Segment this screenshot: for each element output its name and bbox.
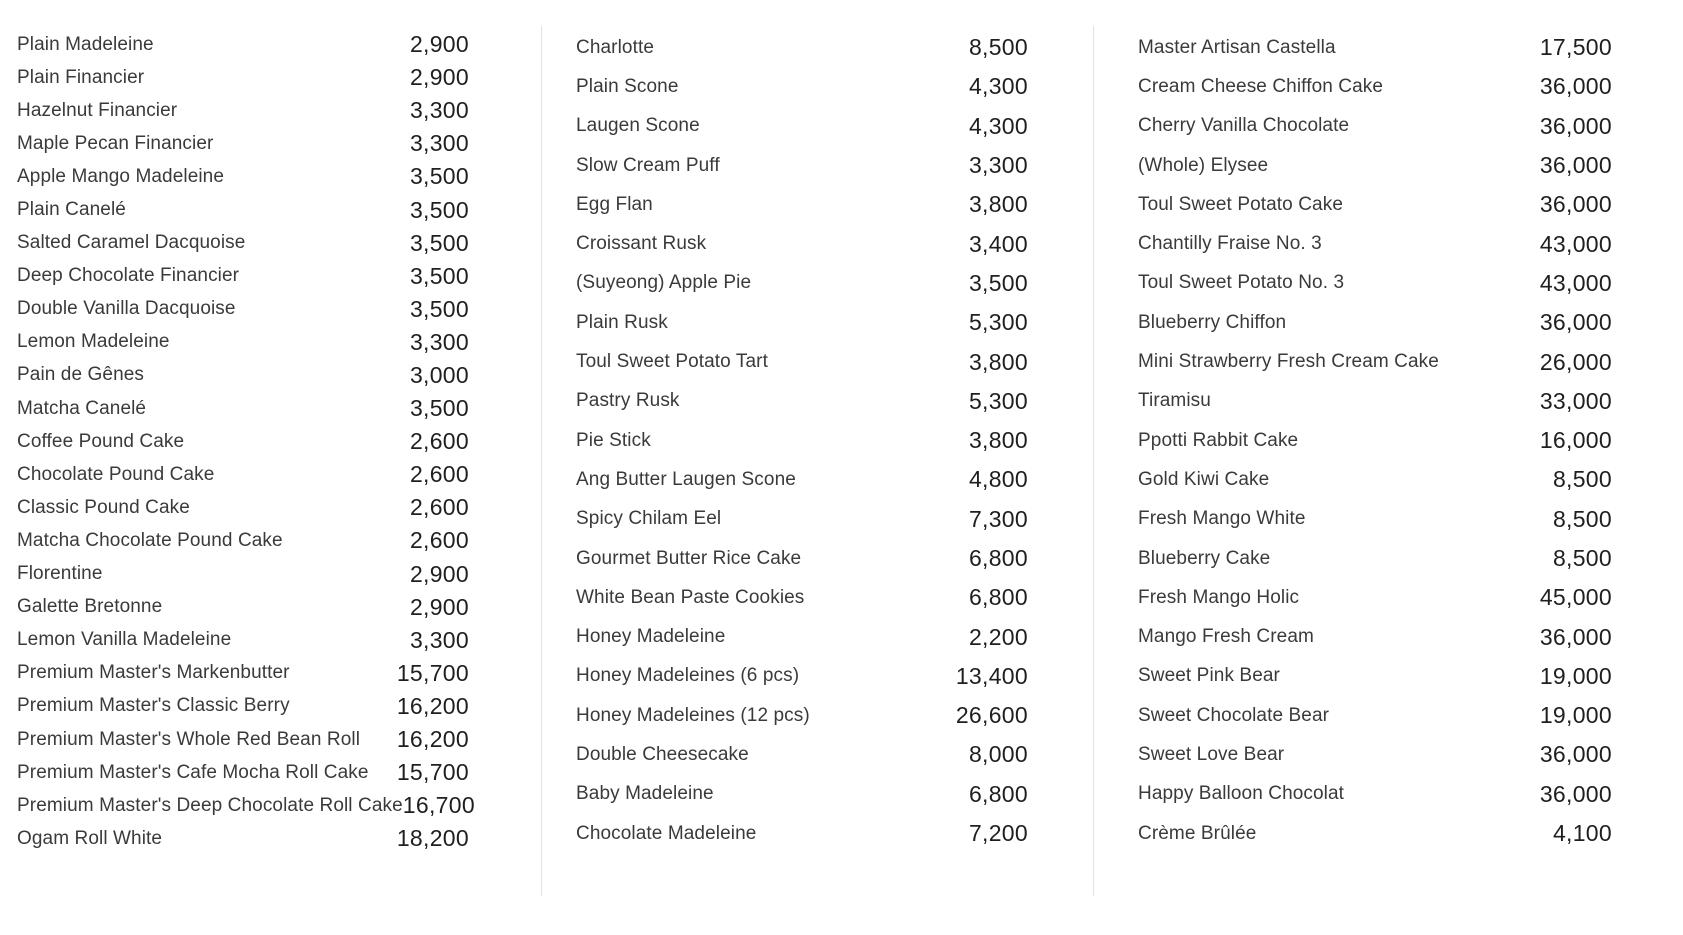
menu-item bbox=[576, 185, 1028, 224]
item-name: Matcha Canelé bbox=[17, 397, 147, 419]
item-price: 15,700 bbox=[396, 759, 469, 786]
menu-item bbox=[576, 303, 1028, 342]
menu-item bbox=[1138, 185, 1612, 224]
item-name: Coffee Pound Cake bbox=[17, 430, 185, 452]
menu-item bbox=[17, 326, 469, 359]
menu-item bbox=[576, 539, 1028, 578]
item-price: 4,300 bbox=[968, 73, 1028, 100]
menu-item bbox=[1138, 539, 1612, 578]
menu-column-1 bbox=[17, 28, 475, 855]
item-name: Galette Bretonne bbox=[17, 596, 163, 618]
menu-item bbox=[1138, 696, 1612, 735]
menu-item bbox=[576, 28, 1028, 67]
item-price: 3,400 bbox=[968, 230, 1028, 257]
item-price: 2,200 bbox=[968, 623, 1028, 650]
item-price: 8,500 bbox=[1552, 545, 1612, 571]
item-name: Deep Chocolate Financier bbox=[17, 265, 240, 287]
item-name: Ppotti Rabbit Cake bbox=[1138, 429, 1299, 451]
item-name: Plain Financier bbox=[17, 66, 145, 88]
item-name: Gourmet Butter Rice Cake bbox=[576, 547, 802, 569]
item-price: 8,500 bbox=[968, 34, 1028, 61]
menu-item bbox=[1138, 264, 1612, 303]
menu-item bbox=[17, 359, 469, 392]
menu-item bbox=[17, 657, 469, 690]
menu-item bbox=[1138, 107, 1612, 146]
item-name: Plain Rusk bbox=[576, 311, 668, 333]
item-name: Happy Balloon Chocolat bbox=[1138, 783, 1345, 805]
item-name: Slow Cream Puff bbox=[576, 154, 720, 176]
item-price: 6,800 bbox=[968, 545, 1028, 571]
item-price: 36,000 bbox=[1539, 73, 1612, 100]
item-price: 36,000 bbox=[1539, 191, 1612, 218]
item-price: 3,500 bbox=[409, 295, 469, 322]
item-name: Toul Sweet Potato No. 3 bbox=[1138, 272, 1345, 294]
item-name: Mini Strawberry Fresh Cream Cake bbox=[1138, 351, 1439, 373]
menu-item bbox=[1138, 28, 1612, 67]
item-name: Mango Fresh Cream bbox=[1138, 626, 1314, 648]
item-price: 3,300 bbox=[409, 97, 469, 124]
item-name: Double Cheesecake bbox=[576, 743, 749, 765]
item-price: 8,500 bbox=[1552, 466, 1612, 493]
item-price: 6,800 bbox=[968, 780, 1028, 807]
menu-item bbox=[576, 146, 1028, 185]
item-name: Honey Madeleine bbox=[576, 626, 726, 648]
item-name: Cream Cheese Chiffon Cake bbox=[1138, 75, 1384, 97]
item-name: Premium Master's Cafe Mocha Roll Cake bbox=[17, 761, 369, 783]
item-price: 2,900 bbox=[409, 560, 469, 587]
item-name: Hazelnut Financier bbox=[17, 99, 178, 121]
menu-item bbox=[576, 775, 1028, 814]
menu-item bbox=[17, 524, 469, 557]
item-price: 3,500 bbox=[968, 269, 1028, 296]
item-price: 5,300 bbox=[968, 387, 1028, 414]
item-price: 7,300 bbox=[968, 505, 1028, 532]
item-name: Toul Sweet Potato Cake bbox=[1138, 193, 1343, 215]
item-name: Tiramisu bbox=[1138, 390, 1211, 412]
item-price: 17,500 bbox=[1539, 34, 1612, 61]
menu-item bbox=[17, 425, 469, 458]
menu-item bbox=[576, 735, 1028, 774]
item-price: 2,900 bbox=[409, 64, 469, 91]
menu-item bbox=[17, 491, 469, 524]
menu-item bbox=[576, 224, 1028, 263]
menu-item bbox=[576, 107, 1028, 146]
item-name: Plain Madeleine bbox=[17, 33, 154, 55]
menu-item bbox=[17, 293, 469, 326]
item-price: 2,600 bbox=[409, 461, 469, 488]
menu-item bbox=[1138, 500, 1612, 539]
item-name: Pastry Rusk bbox=[576, 390, 680, 412]
item-price: 43,000 bbox=[1539, 230, 1612, 257]
menu-item bbox=[576, 460, 1028, 499]
menu-item bbox=[17, 193, 469, 226]
item-price: 19,000 bbox=[1539, 702, 1612, 729]
item-price: 36,000 bbox=[1539, 780, 1612, 807]
menu-item bbox=[17, 723, 469, 756]
item-price: 2,600 bbox=[409, 527, 469, 554]
item-price: 18,200 bbox=[396, 825, 469, 852]
item-name: Sweet Chocolate Bear bbox=[1138, 704, 1330, 726]
menu-column-2 bbox=[576, 28, 1028, 853]
item-name: Chocolate Pound Cake bbox=[17, 463, 215, 485]
item-price: 43,000 bbox=[1539, 269, 1612, 296]
item-price: 3,300 bbox=[968, 152, 1028, 179]
item-price: 2,600 bbox=[409, 494, 469, 521]
item-name: Honey Madeleines (6 pcs) bbox=[576, 665, 800, 687]
item-price: 3,800 bbox=[968, 348, 1028, 375]
menu-column-3 bbox=[1138, 28, 1612, 853]
menu-item bbox=[576, 657, 1028, 696]
item-price: 2,600 bbox=[409, 428, 469, 455]
item-price: 26,600 bbox=[955, 702, 1028, 729]
menu-item bbox=[17, 822, 469, 855]
item-price: 6,800 bbox=[968, 584, 1028, 611]
item-price: 3,500 bbox=[409, 163, 469, 190]
menu-item bbox=[576, 67, 1028, 106]
menu-item bbox=[576, 421, 1028, 460]
menu-item bbox=[17, 227, 469, 260]
menu-item bbox=[1138, 146, 1612, 185]
item-name: Chantilly Fraise No. 3 bbox=[1138, 233, 1322, 255]
menu-item bbox=[1138, 460, 1612, 499]
item-name: Premium Master's Classic Berry bbox=[17, 695, 290, 717]
item-price: 36,000 bbox=[1539, 309, 1612, 336]
item-price: 2,900 bbox=[409, 593, 469, 620]
menu-item bbox=[17, 94, 469, 127]
item-price: 4,100 bbox=[1552, 820, 1612, 847]
menu-item bbox=[576, 342, 1028, 381]
item-name: Chocolate Madeleine bbox=[576, 822, 757, 844]
menu-item bbox=[17, 558, 469, 591]
menu-item bbox=[17, 458, 469, 491]
item-price: 36,000 bbox=[1539, 152, 1612, 179]
item-name: Honey Madeleines (12 pcs) bbox=[576, 704, 810, 726]
menu-item bbox=[17, 127, 469, 160]
item-name: Ang Butter Laugen Scone bbox=[576, 468, 796, 490]
item-name: Master Artisan Castella bbox=[1138, 36, 1336, 58]
menu-item bbox=[1138, 382, 1612, 421]
item-price: 16,200 bbox=[396, 726, 469, 753]
item-price: 36,000 bbox=[1539, 741, 1612, 768]
menu-item bbox=[17, 28, 469, 61]
column-divider bbox=[1093, 26, 1094, 896]
item-name: (Whole) Elysee bbox=[1138, 154, 1269, 176]
menu-item bbox=[1138, 814, 1612, 853]
item-price: 26,000 bbox=[1539, 348, 1612, 375]
item-name: Salted Caramel Dacquoise bbox=[17, 232, 246, 254]
item-price: 45,000 bbox=[1539, 584, 1612, 611]
item-price: 4,300 bbox=[968, 112, 1028, 139]
menu-item bbox=[576, 617, 1028, 656]
item-name: Blueberry Cake bbox=[1138, 547, 1271, 569]
item-price: 3,000 bbox=[409, 361, 469, 388]
item-name: Blueberry Chiffon bbox=[1138, 311, 1287, 333]
item-name: Plain Scone bbox=[576, 75, 679, 97]
item-name: Spicy Chilam Eel bbox=[576, 508, 722, 530]
item-name: Apple Mango Madeleine bbox=[17, 165, 225, 187]
item-price: 16,200 bbox=[396, 692, 469, 719]
menu-item bbox=[1138, 224, 1612, 263]
item-name: Double Vanilla Dacquoise bbox=[17, 298, 236, 320]
menu-item bbox=[17, 61, 469, 94]
menu-item bbox=[576, 696, 1028, 735]
menu-item bbox=[17, 591, 469, 624]
item-price: 3,500 bbox=[409, 395, 469, 422]
menu-item bbox=[1138, 657, 1612, 696]
item-name: Matcha Chocolate Pound Cake bbox=[17, 529, 283, 551]
item-name: Premium Master's Deep Chocolate Roll Cake bbox=[17, 794, 403, 816]
item-price: 3,800 bbox=[968, 191, 1028, 218]
item-name: Fresh Mango Holic bbox=[1138, 586, 1300, 608]
menu-item bbox=[576, 500, 1028, 539]
menu-item bbox=[17, 160, 469, 193]
item-price: 2,900 bbox=[409, 31, 469, 58]
menu-item bbox=[576, 578, 1028, 617]
item-price: 7,200 bbox=[968, 820, 1028, 847]
menu-item bbox=[1138, 342, 1612, 381]
menu-item bbox=[1138, 735, 1612, 774]
item-name: Pie Stick bbox=[576, 429, 651, 451]
item-name: Florentine bbox=[17, 563, 103, 585]
item-name: Classic Pound Cake bbox=[17, 496, 190, 518]
item-name: Sweet Love Bear bbox=[1138, 743, 1285, 765]
item-price: 3,500 bbox=[409, 229, 469, 256]
item-name: Fresh Mango White bbox=[1138, 508, 1306, 530]
menu-item bbox=[1138, 578, 1612, 617]
menu-item bbox=[17, 690, 469, 723]
item-price: 3,500 bbox=[409, 196, 469, 223]
item-name: (Suyeong) Apple Pie bbox=[576, 272, 752, 294]
menu-item bbox=[17, 260, 469, 293]
item-price: 33,000 bbox=[1539, 387, 1612, 414]
item-name: Plain Canelé bbox=[17, 199, 126, 221]
item-price: 5,300 bbox=[968, 309, 1028, 336]
item-name: Sweet Pink Bear bbox=[1138, 665, 1280, 687]
item-name: Lemon Vanilla Madeleine bbox=[17, 629, 232, 651]
menu-item bbox=[1138, 775, 1612, 814]
item-name: Laugen Scone bbox=[576, 115, 700, 137]
item-price: 8,500 bbox=[1552, 505, 1612, 532]
item-price: 4,800 bbox=[968, 466, 1028, 493]
item-name: Baby Madeleine bbox=[576, 783, 714, 805]
item-name: Croissant Rusk bbox=[576, 233, 707, 255]
item-price: 15,700 bbox=[396, 659, 469, 686]
menu-item bbox=[1138, 67, 1612, 106]
menu-item bbox=[17, 756, 469, 789]
column-divider bbox=[541, 26, 542, 896]
menu-item bbox=[1138, 421, 1612, 460]
item-price: 13,400 bbox=[955, 662, 1028, 689]
item-price: 19,000 bbox=[1539, 662, 1612, 689]
item-price: 3,500 bbox=[409, 262, 469, 289]
item-name: Pain de Gênes bbox=[17, 364, 144, 386]
item-price: 3,300 bbox=[409, 626, 469, 653]
item-name: Lemon Madeleine bbox=[17, 331, 170, 353]
item-name: Maple Pecan Financier bbox=[17, 132, 214, 154]
item-name: Cherry Vanilla Chocolate bbox=[1138, 115, 1350, 137]
item-price: 16,000 bbox=[1539, 427, 1612, 454]
menu-item bbox=[17, 789, 475, 822]
menu-item bbox=[576, 264, 1028, 303]
menu-item bbox=[1138, 303, 1612, 342]
item-name: White Bean Paste Cookies bbox=[576, 586, 805, 608]
item-name: Gold Kiwi Cake bbox=[1138, 468, 1270, 490]
item-price: 3,800 bbox=[968, 427, 1028, 454]
item-name: Ogam Roll White bbox=[17, 827, 163, 849]
menu-item bbox=[576, 814, 1028, 853]
item-price: 36,000 bbox=[1539, 112, 1612, 139]
item-price: 36,000 bbox=[1539, 623, 1612, 650]
item-price: 3,300 bbox=[409, 328, 469, 355]
item-name: Premium Master's Markenbutter bbox=[17, 662, 290, 684]
item-price: 3,300 bbox=[409, 130, 469, 157]
item-name: Premium Master's Whole Red Bean Roll bbox=[17, 728, 361, 750]
menu-item bbox=[576, 382, 1028, 421]
item-name: Charlotte bbox=[576, 36, 654, 58]
menu-item bbox=[1138, 617, 1612, 656]
menu-item bbox=[17, 392, 469, 425]
item-price: 8,000 bbox=[968, 741, 1028, 768]
item-name: Egg Flan bbox=[576, 193, 653, 215]
item-price: 16,700 bbox=[402, 792, 475, 819]
item-name: Crème Brûlée bbox=[1138, 822, 1257, 844]
item-name: Toul Sweet Potato Tart bbox=[576, 351, 768, 373]
menu-item bbox=[17, 624, 469, 657]
